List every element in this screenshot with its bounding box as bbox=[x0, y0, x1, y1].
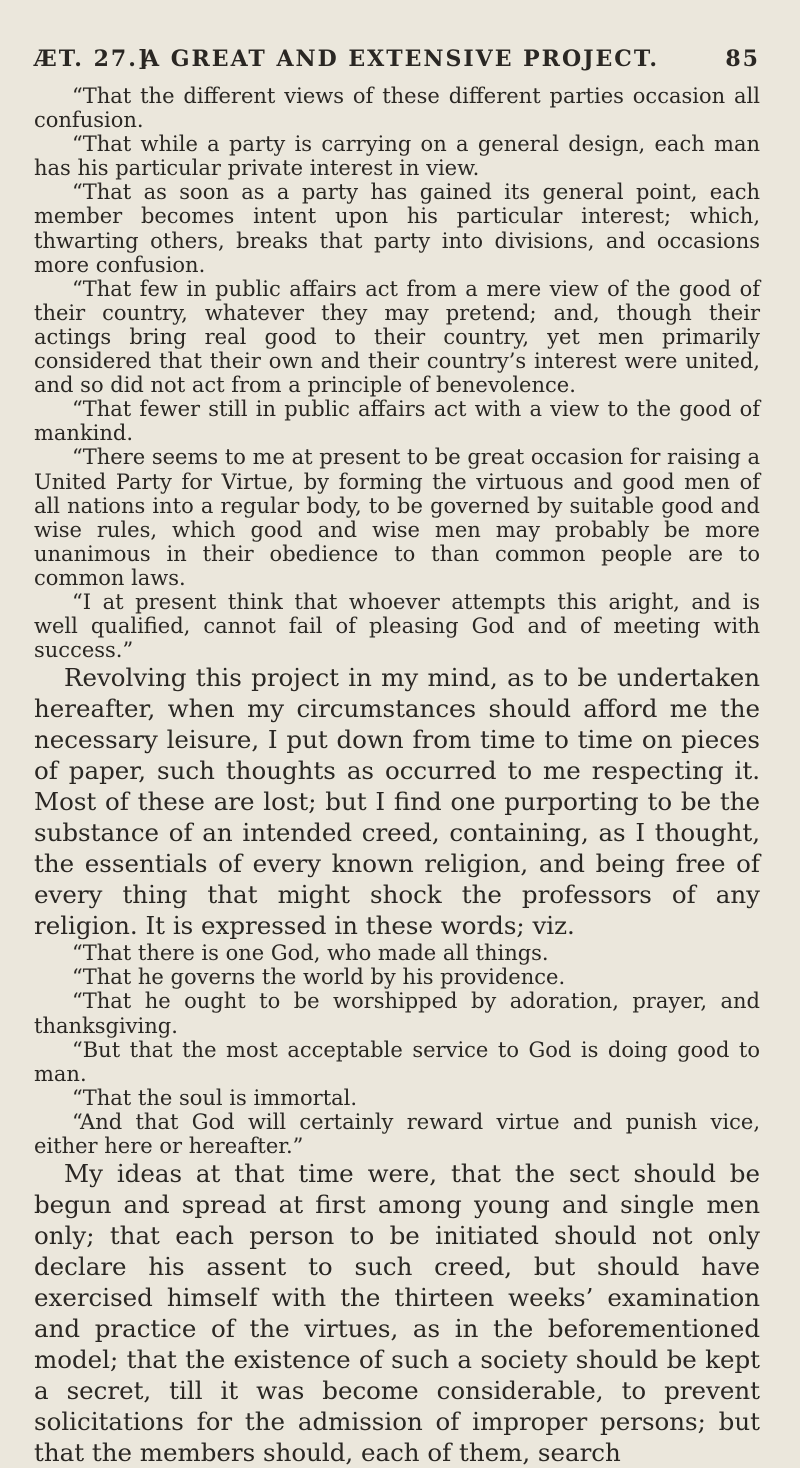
paragraph: “That the different views of these different parties occasion all confusion. bbox=[34, 84, 760, 133]
paragraph: “I at present think that whoever attempts this aright, and is well qualified, cannot fail of pleasing God and of meeting with success.” bbox=[34, 589, 760, 663]
paragraph: Revolving this project in my mind, as to be undertaken hereafter, when my circumstances should afford me the necessary leisure, I put down from time to time on pieces of paper, such thoughts as occurred to me respecting it. Most of these are lost; but I find one purporting to be the substance of an intended creed, containing, as I thought, the essentials of every known religion, and being free of every thing that might shock the professors of any religion. It is expressed in these words; viz. bbox=[34, 663, 760, 941]
chapter-marker: ÆT. 27.] bbox=[34, 46, 151, 72]
paragraph: “That fewer still in public affairs act with a view to the good of mankind. bbox=[34, 397, 760, 446]
body-text bbox=[34, 84, 760, 1468]
paragraph: “That few in public affairs act from a mere view of the good of their country, whatever they may pretend; and, though their actings bring real good to their country, yet men primarily considered that their own and their country’s interest were united, and so did not act from a principle of benevolence. bbox=[34, 276, 760, 398]
paragraph: My ideas at that time were, that the sect should be begun and spread at first among young and single men only; that each person to be initiated should not only declare his assent to such creed, but should have exercised himself with the thirteen weeks’ examination and practice of the virtues, as in the beforementioned model; that the existence of such a society should be kept a secret, till it was become considerable, to prevent solicitations for the admission of improper persons; but that the members should, each of them, search bbox=[34, 1159, 760, 1468]
paragraph: “That as soon as a party has gained its general point, each member becomes intent upon his particular interest; which, thwarting others, breaks that party into divisions, and occasions more confusion. bbox=[34, 180, 760, 277]
creed-item: “But that the most acceptable service to God is doing good to man. bbox=[34, 1037, 760, 1086]
running-head bbox=[34, 46, 760, 76]
creed-item: “And that God will certainly reward virtue and punish vice, either here or hereafter.” bbox=[34, 1109, 760, 1158]
creed-item: “That he ought to be worshipped by adoration, prayer, and thanksgiving. bbox=[34, 989, 760, 1038]
creed-item: “That he governs the world by his providence. bbox=[72, 965, 566, 990]
paragraph: “There seems to me at present to be great occasion for raising a United Party for Virtue, by forming the virtuous and good men of all nations into a regular body, to be governed by suitable good and wise rules, which good and wise men may probably be more unanimous in their obedience to than common people are to common laws. bbox=[34, 445, 760, 590]
page-number: 85 bbox=[725, 46, 760, 72]
creed-item: “That there is one God, who made all things. bbox=[72, 941, 549, 966]
creed-item: “That the soul is immortal. bbox=[72, 1085, 358, 1110]
paragraph: “That while a party is carrying on a general design, each man has his particular private interest in view. bbox=[34, 132, 760, 181]
running-title: A GREAT AND EXTENSIVE PROJECT. bbox=[142, 46, 660, 72]
